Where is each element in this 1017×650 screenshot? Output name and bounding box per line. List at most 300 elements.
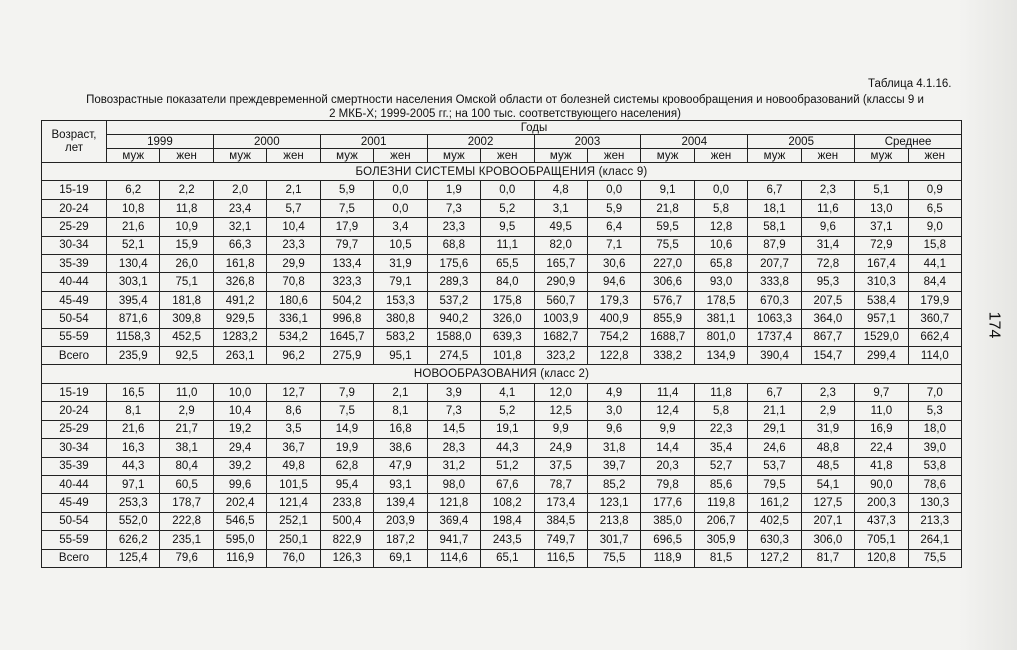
value-cell: 123,1 xyxy=(587,494,640,512)
value-cell: 181,8 xyxy=(160,291,213,309)
value-cell: 696,5 xyxy=(641,531,694,549)
age-cell: 30-34 xyxy=(42,439,107,457)
value-cell: 29,9 xyxy=(267,255,320,273)
value-cell: 326,8 xyxy=(213,273,266,291)
value-cell: 7,1 xyxy=(587,236,640,254)
value-cell: 44,3 xyxy=(481,439,534,457)
table-row xyxy=(42,347,962,365)
male-header: муж xyxy=(855,149,908,163)
value-cell: 0,0 xyxy=(694,181,747,199)
value-cell: 3,0 xyxy=(587,402,640,420)
value-cell: 0,0 xyxy=(374,199,427,217)
value-cell: 93,1 xyxy=(374,475,427,493)
value-cell: 7,3 xyxy=(427,199,480,217)
value-cell: 6,7 xyxy=(748,181,801,199)
value-cell: 1529,0 xyxy=(855,328,908,346)
value-cell: 21,8 xyxy=(641,199,694,217)
value-cell: 1737,4 xyxy=(748,328,801,346)
value-cell: 639,3 xyxy=(481,328,534,346)
value-cell: 122,8 xyxy=(587,347,640,365)
value-cell: 75,1 xyxy=(160,273,213,291)
age-cell: 15-19 xyxy=(42,383,107,401)
value-cell: 275,9 xyxy=(320,347,373,365)
section-title: НОВООБРАЗОВАНИЯ (класс 2) xyxy=(42,365,962,383)
value-cell: 32,1 xyxy=(213,218,266,236)
value-cell: 12,8 xyxy=(694,218,747,236)
value-cell: 0,0 xyxy=(587,181,640,199)
table-row xyxy=(42,255,962,273)
value-cell: 31,2 xyxy=(427,457,480,475)
value-cell: 28,3 xyxy=(427,439,480,457)
female-header: жен xyxy=(160,149,213,163)
value-cell: 121,4 xyxy=(267,494,320,512)
value-cell: 29,1 xyxy=(748,420,801,438)
value-cell: 9,0 xyxy=(908,218,961,236)
value-cell: 306,6 xyxy=(641,273,694,291)
value-cell: 941,7 xyxy=(427,531,480,549)
value-cell: 53,7 xyxy=(748,457,801,475)
value-cell: 26,0 xyxy=(160,255,213,273)
value-cell: 90,0 xyxy=(855,475,908,493)
value-cell: 18,0 xyxy=(908,420,961,438)
male-header: муж xyxy=(748,149,801,163)
value-cell: 10,4 xyxy=(213,402,266,420)
value-cell: 101,5 xyxy=(267,475,320,493)
value-cell: 560,7 xyxy=(534,291,587,309)
value-cell: 59,5 xyxy=(641,218,694,236)
value-cell: 85,2 xyxy=(587,475,640,493)
value-cell: 139,4 xyxy=(374,494,427,512)
value-cell: 5,9 xyxy=(320,181,373,199)
value-cell: 227,0 xyxy=(641,255,694,273)
value-cell: 5,8 xyxy=(694,199,747,217)
value-cell: 452,5 xyxy=(160,328,213,346)
male-header: муж xyxy=(427,149,480,163)
value-cell: 5,3 xyxy=(908,402,961,420)
value-cell: 72,8 xyxy=(801,255,854,273)
value-cell: 3,1 xyxy=(534,199,587,217)
value-cell: 7,9 xyxy=(320,383,373,401)
value-cell: 6,7 xyxy=(748,383,801,401)
value-cell: 79,7 xyxy=(320,236,373,254)
value-cell: 9,9 xyxy=(534,420,587,438)
value-cell: 75,5 xyxy=(908,549,961,567)
value-cell: 8,1 xyxy=(374,402,427,420)
value-cell: 69,1 xyxy=(374,549,427,567)
value-cell: 2,9 xyxy=(801,402,854,420)
value-cell: 5,8 xyxy=(694,402,747,420)
table-row xyxy=(42,402,962,420)
table-number: Таблица 4.1.16. xyxy=(868,78,952,90)
value-cell: 3,9 xyxy=(427,383,480,401)
value-cell: 336,1 xyxy=(267,310,320,328)
value-cell: 12,5 xyxy=(534,402,587,420)
value-cell: 78,6 xyxy=(908,475,961,493)
value-cell: 9,7 xyxy=(855,383,908,401)
value-cell: 1588,0 xyxy=(427,328,480,346)
value-cell: 264,1 xyxy=(908,531,961,549)
year-header: Среднее xyxy=(855,135,962,149)
value-cell: 17,9 xyxy=(320,218,373,236)
value-cell: 4,8 xyxy=(534,181,587,199)
value-cell: 52,1 xyxy=(107,236,160,254)
table-row xyxy=(42,475,962,493)
value-cell: 116,5 xyxy=(534,549,587,567)
value-cell: 206,7 xyxy=(694,512,747,530)
value-cell: 118,9 xyxy=(641,549,694,567)
value-cell: 65,1 xyxy=(481,549,534,567)
value-cell: 940,2 xyxy=(427,310,480,328)
years-group-header: Годы xyxy=(107,121,962,135)
age-cell: 35-39 xyxy=(42,255,107,273)
value-cell: 2,3 xyxy=(801,181,854,199)
value-cell: 95,3 xyxy=(801,273,854,291)
value-cell: 31,9 xyxy=(374,255,427,273)
value-cell: 60,5 xyxy=(160,475,213,493)
value-cell: 47,9 xyxy=(374,457,427,475)
value-cell: 23,3 xyxy=(427,218,480,236)
value-cell: 101,8 xyxy=(481,347,534,365)
value-cell: 11,0 xyxy=(855,402,908,420)
age-cell: 55-59 xyxy=(42,531,107,549)
value-cell: 5,9 xyxy=(587,199,640,217)
value-cell: 187,2 xyxy=(374,531,427,549)
value-cell: 538,4 xyxy=(855,291,908,309)
value-cell: 338,2 xyxy=(641,347,694,365)
value-cell: 552,0 xyxy=(107,512,160,530)
female-header: жен xyxy=(801,149,854,163)
value-cell: 18,1 xyxy=(748,199,801,217)
value-cell: 14,4 xyxy=(641,439,694,457)
value-cell: 116,9 xyxy=(213,549,266,567)
value-cell: 19,1 xyxy=(481,420,534,438)
value-cell: 364,0 xyxy=(801,310,854,328)
table-row xyxy=(42,494,962,512)
value-cell: 7,0 xyxy=(908,383,961,401)
table-row xyxy=(42,383,962,401)
value-cell: 16,8 xyxy=(374,420,427,438)
value-cell: 305,9 xyxy=(694,531,747,549)
value-cell: 10,0 xyxy=(213,383,266,401)
value-cell: 41,8 xyxy=(855,457,908,475)
value-cell: 10,8 xyxy=(107,199,160,217)
value-cell: 380,8 xyxy=(374,310,427,328)
value-cell: 546,5 xyxy=(213,512,266,530)
value-cell: 2,9 xyxy=(160,402,213,420)
value-cell: 99,6 xyxy=(213,475,266,493)
value-cell: 21,6 xyxy=(107,218,160,236)
value-cell: 7,5 xyxy=(320,402,373,420)
value-cell: 867,7 xyxy=(801,328,854,346)
value-cell: 1063,3 xyxy=(748,310,801,328)
value-cell: 754,2 xyxy=(587,328,640,346)
value-cell: 200,3 xyxy=(855,494,908,512)
value-cell: 81,5 xyxy=(694,549,747,567)
value-cell: 213,8 xyxy=(587,512,640,530)
table-row xyxy=(42,328,962,346)
value-cell: 178,5 xyxy=(694,291,747,309)
value-cell: 5,1 xyxy=(855,181,908,199)
value-cell: 76,0 xyxy=(267,549,320,567)
value-cell: 22,4 xyxy=(855,439,908,457)
value-cell: 15,8 xyxy=(908,236,961,254)
value-cell: 114,0 xyxy=(908,347,961,365)
value-cell: 7,5 xyxy=(320,199,373,217)
value-cell: 500,4 xyxy=(320,512,373,530)
value-cell: 120,8 xyxy=(855,549,908,567)
value-cell: 14,9 xyxy=(320,420,373,438)
value-cell: 274,5 xyxy=(427,347,480,365)
value-cell: 178,7 xyxy=(160,494,213,512)
value-cell: 31,8 xyxy=(587,439,640,457)
age-cell: 35-39 xyxy=(42,457,107,475)
value-cell: 179,3 xyxy=(587,291,640,309)
value-cell: 323,2 xyxy=(534,347,587,365)
value-cell: 670,3 xyxy=(748,291,801,309)
value-cell: 62,8 xyxy=(320,457,373,475)
value-cell: 290,9 xyxy=(534,273,587,291)
value-cell: 12,7 xyxy=(267,383,320,401)
value-cell: 44,1 xyxy=(908,255,961,273)
value-cell: 75,5 xyxy=(641,236,694,254)
value-cell: 504,2 xyxy=(320,291,373,309)
value-cell: 78,7 xyxy=(534,475,587,493)
value-cell: 65,5 xyxy=(481,255,534,273)
value-cell: 10,9 xyxy=(160,218,213,236)
value-cell: 385,0 xyxy=(641,512,694,530)
table-row xyxy=(42,457,962,475)
age-cell: 50-54 xyxy=(42,310,107,328)
value-cell: 801,0 xyxy=(694,328,747,346)
table-row xyxy=(42,181,962,199)
value-cell: 167,4 xyxy=(855,255,908,273)
value-cell: 98,0 xyxy=(427,475,480,493)
value-cell: 957,1 xyxy=(855,310,908,328)
value-cell: 30,6 xyxy=(587,255,640,273)
value-cell: 369,4 xyxy=(427,512,480,530)
value-cell: 576,7 xyxy=(641,291,694,309)
value-cell: 161,8 xyxy=(213,255,266,273)
table-row xyxy=(42,310,962,328)
page-number: 174 xyxy=(985,311,1003,339)
year-header: 2004 xyxy=(641,135,748,149)
value-cell: 309,8 xyxy=(160,310,213,328)
value-cell: 134,9 xyxy=(694,347,747,365)
value-cell: 9,6 xyxy=(801,218,854,236)
value-cell: 21,6 xyxy=(107,420,160,438)
value-cell: 10,5 xyxy=(374,236,427,254)
value-cell: 11,1 xyxy=(481,236,534,254)
female-header: жен xyxy=(694,149,747,163)
value-cell: 402,5 xyxy=(748,512,801,530)
value-cell: 855,9 xyxy=(641,310,694,328)
value-cell: 5,7 xyxy=(267,199,320,217)
value-cell: 84,0 xyxy=(481,273,534,291)
value-cell: 9,9 xyxy=(641,420,694,438)
value-cell: 306,0 xyxy=(801,531,854,549)
value-cell: 662,4 xyxy=(908,328,961,346)
value-cell: 48,8 xyxy=(801,439,854,457)
age-cell: 45-49 xyxy=(42,291,107,309)
value-cell: 93,0 xyxy=(694,273,747,291)
value-cell: 119,8 xyxy=(694,494,747,512)
value-cell: 19,9 xyxy=(320,439,373,457)
value-cell: 39,0 xyxy=(908,439,961,457)
age-cell: 20-24 xyxy=(42,402,107,420)
value-cell: 108,2 xyxy=(481,494,534,512)
value-cell: 21,1 xyxy=(748,402,801,420)
value-cell: 630,3 xyxy=(748,531,801,549)
value-cell: 491,2 xyxy=(213,291,266,309)
value-cell: 66,3 xyxy=(213,236,266,254)
value-cell: 85,6 xyxy=(694,475,747,493)
value-cell: 12,4 xyxy=(641,402,694,420)
age-cell: 15-19 xyxy=(42,181,107,199)
age-cell: Всего xyxy=(42,549,107,567)
table-caption xyxy=(40,93,970,121)
value-cell: 3,4 xyxy=(374,218,427,236)
value-cell: 996,8 xyxy=(320,310,373,328)
value-cell: 207,1 xyxy=(801,512,854,530)
female-header: жен xyxy=(374,149,427,163)
value-cell: 2,3 xyxy=(801,383,854,401)
value-cell: 92,5 xyxy=(160,347,213,365)
male-header: муж xyxy=(641,149,694,163)
value-cell: 94,6 xyxy=(587,273,640,291)
value-cell: 38,6 xyxy=(374,439,427,457)
value-cell: 127,5 xyxy=(801,494,854,512)
value-cell: 4,1 xyxy=(481,383,534,401)
value-cell: 207,7 xyxy=(748,255,801,273)
value-cell: 31,9 xyxy=(801,420,854,438)
value-cell: 929,5 xyxy=(213,310,266,328)
value-cell: 9,1 xyxy=(641,181,694,199)
value-cell: 8,6 xyxy=(267,402,320,420)
value-cell: 87,9 xyxy=(748,236,801,254)
value-cell: 395,4 xyxy=(107,291,160,309)
value-cell: 289,3 xyxy=(427,273,480,291)
age-cell: 30-34 xyxy=(42,236,107,254)
female-header: жен xyxy=(587,149,640,163)
value-cell: 198,4 xyxy=(481,512,534,530)
year-header: 2002 xyxy=(427,135,534,149)
value-cell: 58,1 xyxy=(748,218,801,236)
value-cell: 37,5 xyxy=(534,457,587,475)
value-cell: 126,3 xyxy=(320,549,373,567)
value-cell: 10,6 xyxy=(694,236,747,254)
table-row xyxy=(42,549,962,567)
value-cell: 70,8 xyxy=(267,273,320,291)
value-cell: 130,3 xyxy=(908,494,961,512)
age-cell: 45-49 xyxy=(42,494,107,512)
value-cell: 114,6 xyxy=(427,549,480,567)
value-cell: 7,3 xyxy=(427,402,480,420)
value-cell: 310,3 xyxy=(855,273,908,291)
value-cell: 53,8 xyxy=(908,457,961,475)
value-cell: 31,4 xyxy=(801,236,854,254)
value-cell: 203,9 xyxy=(374,512,427,530)
value-cell: 15,9 xyxy=(160,236,213,254)
value-cell: 16,3 xyxy=(107,439,160,457)
value-cell: 130,4 xyxy=(107,255,160,273)
value-cell: 23,4 xyxy=(213,199,266,217)
value-cell: 153,3 xyxy=(374,291,427,309)
value-cell: 384,5 xyxy=(534,512,587,530)
value-cell: 79,6 xyxy=(160,549,213,567)
year-header: 1999 xyxy=(107,135,214,149)
table-row xyxy=(42,420,962,438)
value-cell: 1645,7 xyxy=(320,328,373,346)
male-header: муж xyxy=(534,149,587,163)
value-cell: 207,5 xyxy=(801,291,854,309)
value-cell: 44,3 xyxy=(107,457,160,475)
value-cell: 79,8 xyxy=(641,475,694,493)
value-cell: 127,2 xyxy=(748,549,801,567)
mortality-table xyxy=(41,120,962,568)
value-cell: 252,1 xyxy=(267,512,320,530)
table-row xyxy=(42,291,962,309)
age-cell: 55-59 xyxy=(42,328,107,346)
table-row xyxy=(42,512,962,530)
value-cell: 9,5 xyxy=(481,218,534,236)
age-cell: 20-24 xyxy=(42,199,107,217)
table-row xyxy=(42,273,962,291)
value-cell: 202,4 xyxy=(213,494,266,512)
value-cell: 299,4 xyxy=(855,347,908,365)
male-header: муж xyxy=(107,149,160,163)
value-cell: 79,1 xyxy=(374,273,427,291)
value-cell: 29,4 xyxy=(213,439,266,457)
value-cell: 175,8 xyxy=(481,291,534,309)
value-cell: 235,1 xyxy=(160,531,213,549)
value-cell: 51,2 xyxy=(481,457,534,475)
value-cell: 1158,3 xyxy=(107,328,160,346)
table-row xyxy=(42,531,962,549)
value-cell: 173,4 xyxy=(534,494,587,512)
value-cell: 82,0 xyxy=(534,236,587,254)
value-cell: 323,3 xyxy=(320,273,373,291)
value-cell: 437,3 xyxy=(855,512,908,530)
value-cell: 65,8 xyxy=(694,255,747,273)
value-cell: 301,7 xyxy=(587,531,640,549)
year-header: 2005 xyxy=(748,135,855,149)
section-title-row xyxy=(42,365,962,383)
value-cell: 534,2 xyxy=(267,328,320,346)
value-cell: 2,2 xyxy=(160,181,213,199)
value-cell: 39,2 xyxy=(213,457,266,475)
age-cell: Всего xyxy=(42,347,107,365)
value-cell: 5,2 xyxy=(481,402,534,420)
female-header: жен xyxy=(481,149,534,163)
value-cell: 6,5 xyxy=(908,199,961,217)
age-cell: 40-44 xyxy=(42,273,107,291)
value-cell: 68,8 xyxy=(427,236,480,254)
value-cell: 2,0 xyxy=(213,181,266,199)
value-cell: 871,6 xyxy=(107,310,160,328)
value-cell: 1283,2 xyxy=(213,328,266,346)
value-cell: 161,2 xyxy=(748,494,801,512)
value-cell: 38,1 xyxy=(160,439,213,457)
table-row xyxy=(42,439,962,457)
value-cell: 11,4 xyxy=(641,383,694,401)
table-body xyxy=(42,163,962,568)
male-header: муж xyxy=(320,149,373,163)
table-row xyxy=(42,236,962,254)
value-cell: 11,0 xyxy=(160,383,213,401)
value-cell: 235,9 xyxy=(107,347,160,365)
value-cell: 54,1 xyxy=(801,475,854,493)
value-cell: 84,4 xyxy=(908,273,961,291)
